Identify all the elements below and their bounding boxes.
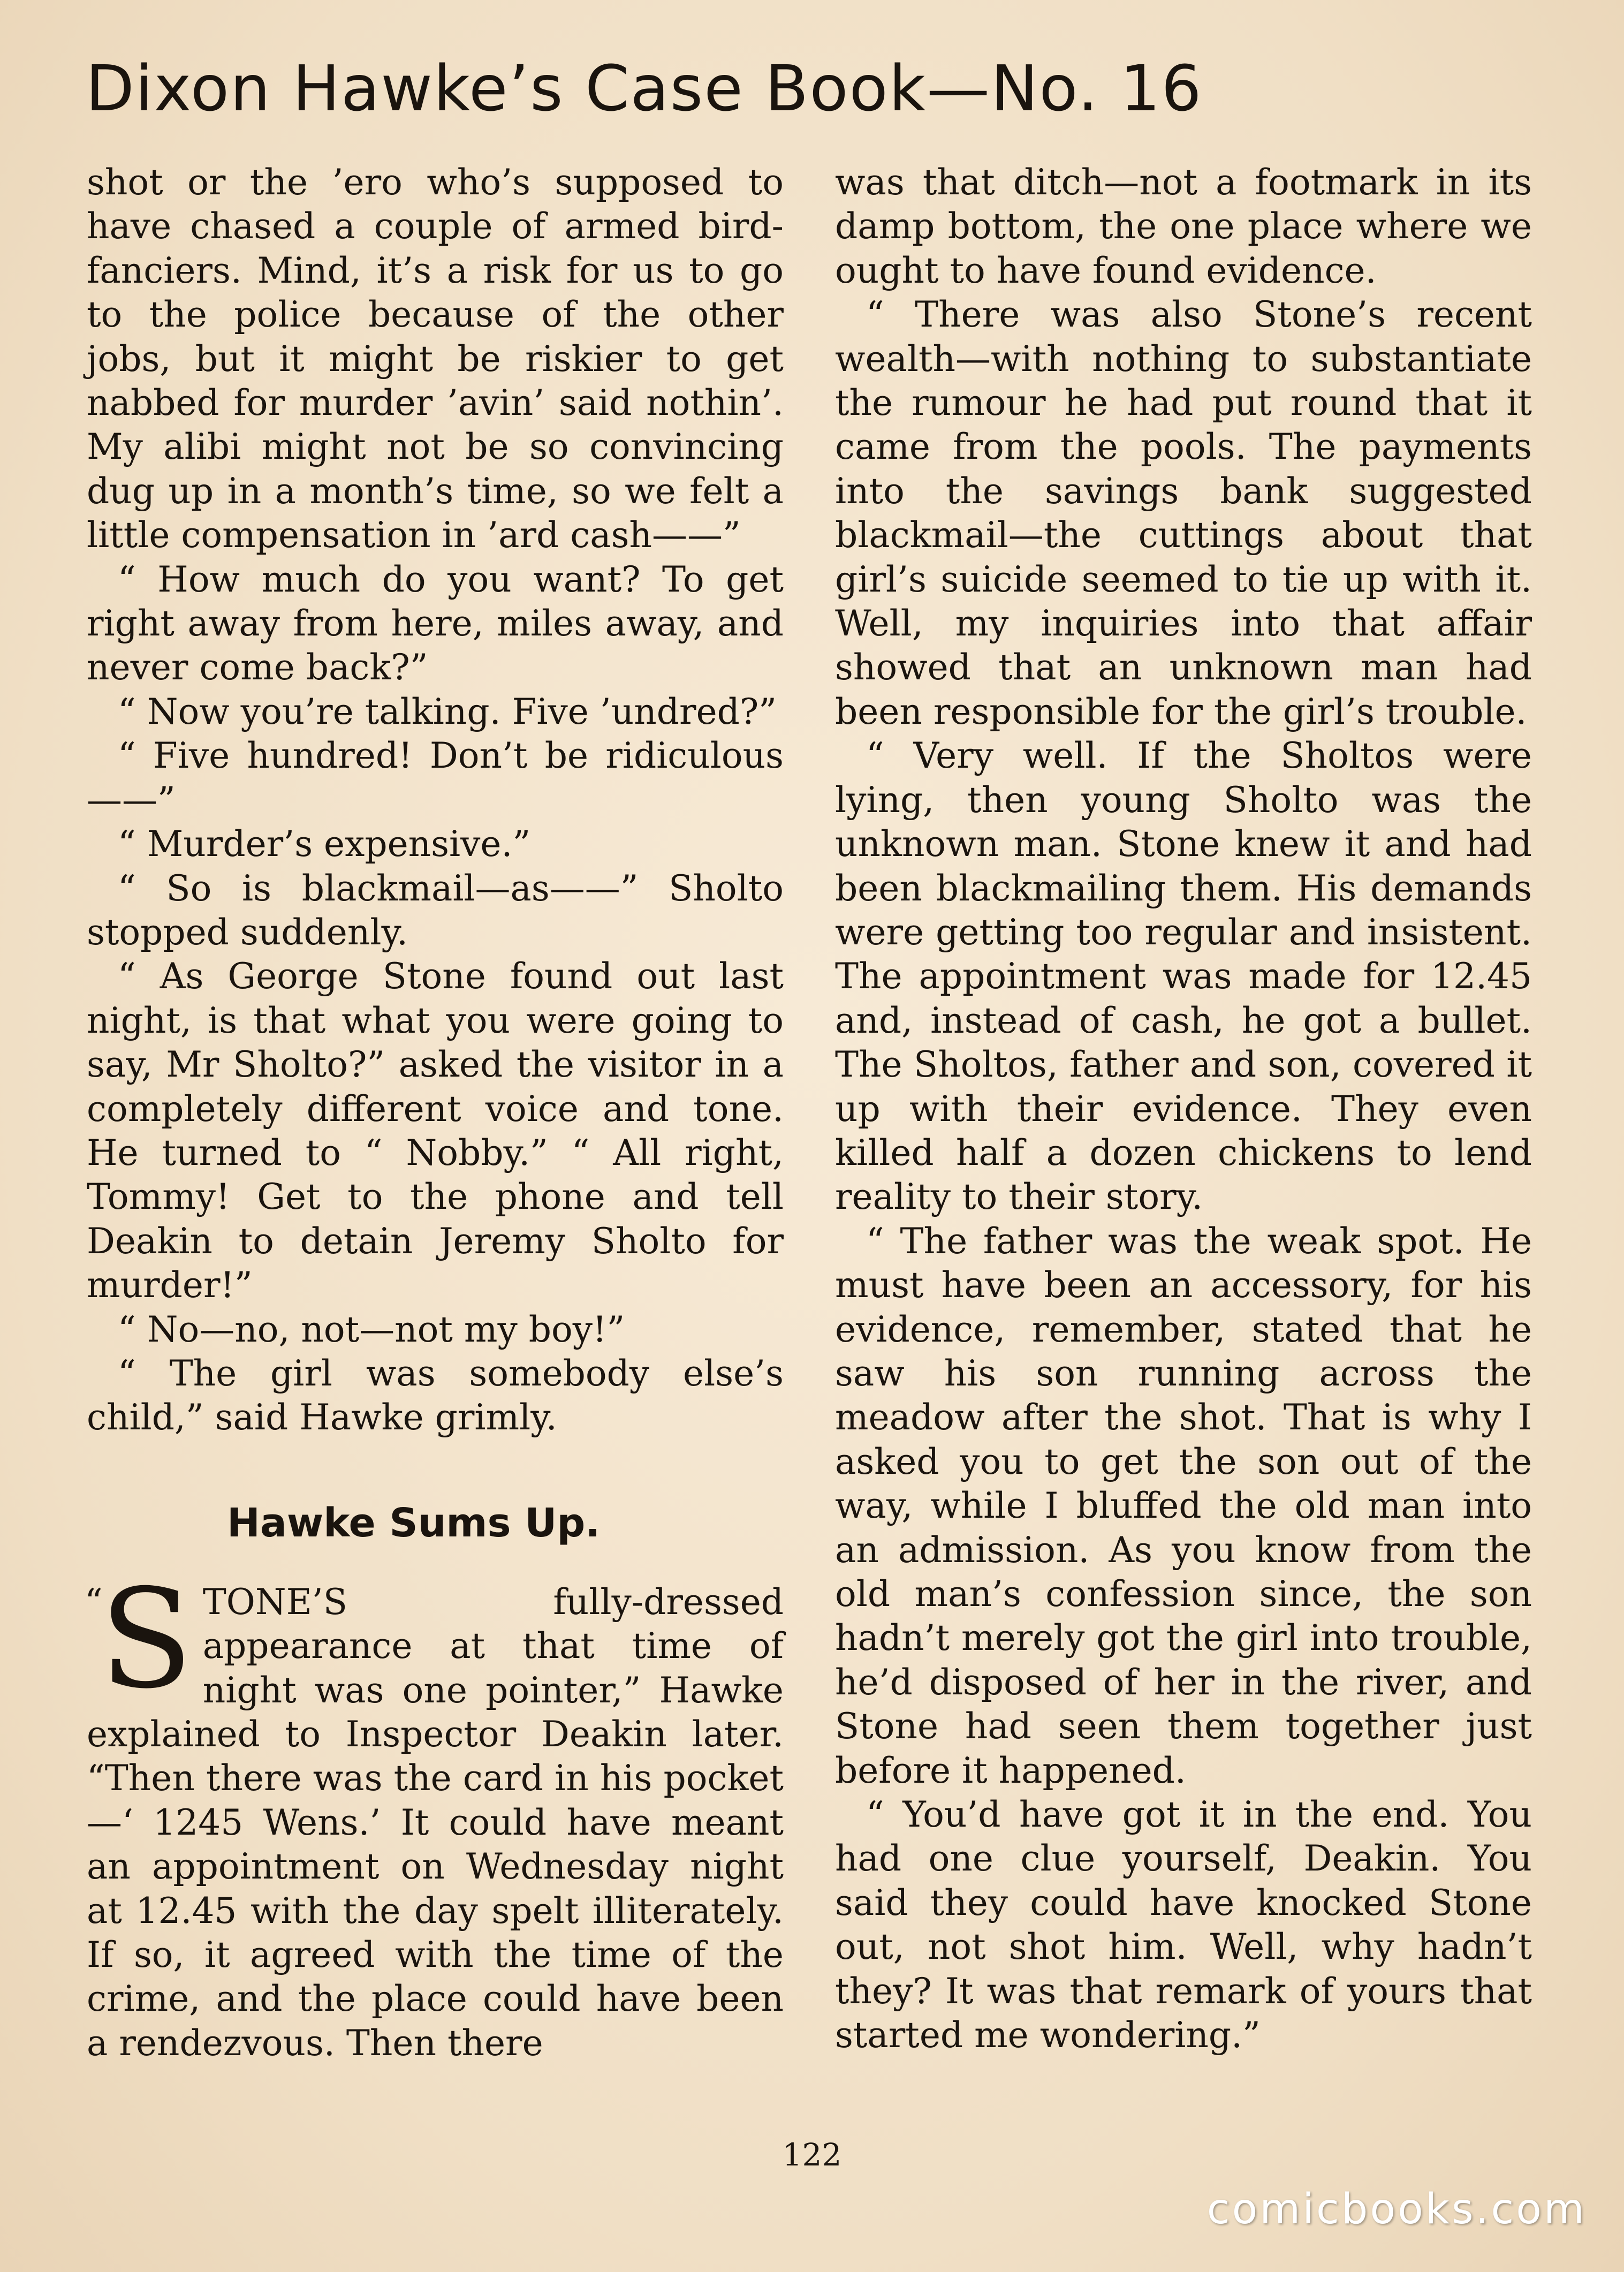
dropcap-paragraph — [85, 1559, 784, 2065]
paragraph: “ No—no, not—not my boy!” — [118, 1308, 625, 1350]
paragraph: “ So is blackmail—as——” Sholto stopped suddenly. — [87, 867, 784, 953]
paragraph: “ As George Stone found out last night, is that what you were going to say, Mr Sholto?” asked the visitor in a completely different voice and tone. He turned to “ Nobby.” “ All right, Tommy! Get to the phone and tell Deakin to detain Jeremy Sholto for murder!” — [87, 956, 784, 1306]
section-heading: Hawke Sums Up. — [227, 1499, 601, 1546]
page-number: 122 — [782, 2137, 842, 2173]
dropcap-paragraph-text: TONE’S fully-dressed appearance at that time of night was one pointer,” Hawke explained to Inspector Deakin later. “Then there was the card in his pocket—‘ 1245 Wens.’ It could have meant an appointment on Wednesday night at 12.45 with the day spelt illiterately. If so, it agreed with the time of the crime, and the place could have been a rendezvous. Then there — [87, 1581, 784, 2064]
page-header-title: Dixon Hawke’s Case Book—No. 16 — [86, 51, 1203, 125]
paragraph: “ Now you’re talking. Five ’undred?” — [118, 691, 777, 732]
paragraph: “ There was also Stone’s recent wealth—with nothing to substantiate the rumour he had put round that it came from the pools. The payments into the savings bank suggested blackmail—the cuttings about that girl’s suicide seemed to tie up with it. Well, my inquiries into that affair showed that an unknown man had been responsible for the girl’s trouble. — [835, 294, 1532, 732]
paragraph: was that ditch—not a footmark in its damp bottom, the one place where we ought to have found evidence. — [835, 162, 1532, 291]
paragraph: “ Very well. If the Sholtos were lying, then young Sholto was the unknown man. Stone knew it and had been blackmailing them. His demands were getting too regular and insistent. The appointment was made for 12.45 and, instead of cash, he got a bullet. The Sholtos, father and son, covered it up with their evidence. They even killed half a dozen chickens to lend reality to their story. — [835, 735, 1532, 1218]
drop-cap-letter: S — [100, 1559, 193, 1719]
paragraph: “ Five hundred! Don’t be ridiculous——” — [87, 735, 784, 821]
watermark: comicbooks.com — [1206, 2185, 1587, 2233]
right-text-column — [835, 161, 1532, 2057]
paragraph: “ The father was the weak spot. He must have been an accessory, for his evidence, remember, stated that he saw his son running across the meadow after the shot. That is why I asked you to get the son out of the way, while I bluffed the old man into an admission. As you know from the old man’s confession since, the son hadn’t merely got the girl into trouble, he’d disposed of her in the river, and Stone had seen them together just before it happened. — [835, 1220, 1532, 1791]
paragraph: “ How much do you want? To get right away from here, miles away, and never come back?” — [87, 558, 784, 688]
paragraph: shot or the ’ero who’s supposed to have chased a couple of armed bird-fanciers. Mind, it’s a risk for us to go to the police because of the other jobs, but it might be riskier to get nabbed for murder ’avin’ said nothin’. My alibi might not be so convincing dug up in a month’s time, so we felt a little compensation in ’ard cash——” — [87, 162, 784, 556]
left-text-column — [87, 161, 784, 2065]
paragraph: “ Murder’s expensive.” — [118, 823, 531, 865]
dropcap-open-quote: “ — [85, 1581, 103, 1623]
paragraph: “ You’d have got it in the end. You had one clue yourself, Deakin. You said they could have knocked Stone out, not shot him. Well, why hadn’t they? It was that remark of yours that started me wondering.” — [835, 1794, 1532, 2056]
paragraph: “ The girl was somebody else’s child,” said Hawke grimly. — [87, 1352, 784, 1438]
